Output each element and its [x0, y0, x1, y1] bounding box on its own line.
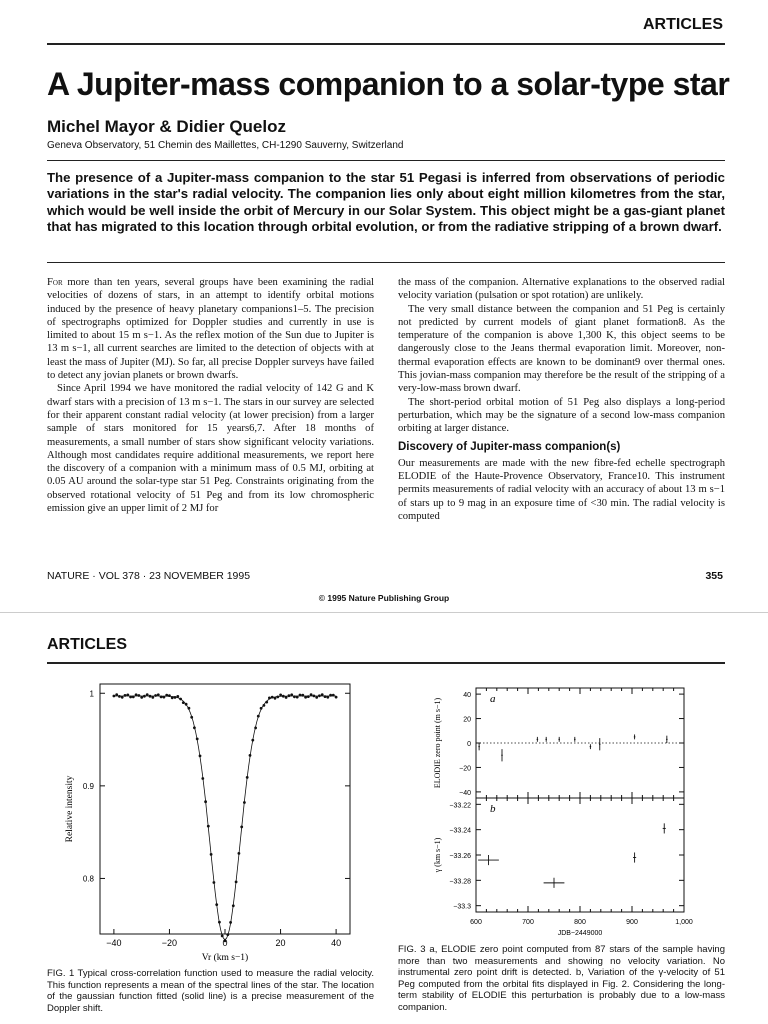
fig1-data-point — [179, 698, 182, 701]
paragraph: The short-period orbital motion of 51 Peg also displays a long-period perturbation, which may be the signature of a second low-mass companion orbiting at larger distance. — [398, 396, 725, 435]
fig1-data-point — [201, 777, 204, 780]
figure-1-chart — [40, 672, 380, 967]
header-rule — [47, 43, 725, 45]
fig1-data-point — [163, 696, 166, 699]
abstract: The presence of a Jupiter-mass companion to the star 51 Pegasi is inferred from observations of periodic variations in the star's radial velocity. The companion lies only about eight million kilometres from the star, which would be well inside the orbit of Mercury in our Solar System. This object might be a gas-giant planet that has migrated to this location through orbital evolution, or from the radiative stripping of a brown dwarf. — [47, 170, 725, 235]
fig1-data-point — [235, 881, 238, 884]
fig1-data-point — [271, 696, 274, 699]
fig1-y-tick-label: 1 — [89, 689, 94, 699]
fig1-data-point — [143, 695, 146, 698]
fig1-data-point — [124, 694, 127, 697]
fig1-data-point — [315, 696, 318, 699]
fig3b-frame — [476, 798, 684, 912]
fig1-data-point — [290, 693, 293, 696]
fig1-data-point — [246, 776, 249, 779]
fig1-data-point — [129, 696, 132, 699]
fig1-x-tick-label: −20 — [161, 938, 178, 948]
fig1-data-point — [207, 825, 210, 828]
fig1-data-point — [274, 697, 277, 700]
fig1-data-point — [249, 754, 252, 757]
fig3b-y-tick-label: −33.26 — [449, 853, 471, 860]
section-header: ARTICLES — [643, 16, 723, 33]
fig1-data-point — [243, 801, 246, 804]
fig1-data-point — [210, 853, 213, 856]
fig1-gaussian-fit — [114, 696, 336, 940]
fig1-data-point — [251, 739, 254, 742]
figure-1-caption: FIG. 1 Typical cross-correlation function used to measure the radial velocity. This function represents a mean of the spectral lines of the star. The location of the gaussian function fitted (solid line) is a precise measurement of the Doppler shift. — [47, 968, 374, 1014]
fig3b-y-tick-label: −33.28 — [449, 878, 471, 886]
fig1-data-point — [149, 695, 152, 698]
fig1-data-point — [160, 696, 163, 699]
fig3a-panel-label: a — [490, 693, 496, 705]
fig1-data-point — [157, 693, 160, 696]
fig1-data-point — [213, 881, 216, 884]
fig3-x-tick-label: 1,000 — [675, 919, 693, 926]
fig1-data-point — [257, 715, 260, 718]
fig1-data-point — [138, 694, 141, 697]
fig1-data-point — [196, 738, 199, 741]
journal-footer: NATURE · VOL 378 · 23 NOVEMBER 1995 — [47, 570, 251, 582]
fig1-data-point — [332, 694, 335, 697]
fig3-x-tick-label: 600 — [470, 919, 482, 926]
section-heading: Discovery of Jupiter-mass companion(s) — [398, 440, 621, 453]
fig1-data-point — [188, 707, 191, 710]
fig1-data-point — [296, 696, 299, 699]
fig1-data-point — [301, 694, 304, 697]
fig3a-y-tick-label: 20 — [463, 716, 471, 724]
copyright-notice: © 1995 Nature Publishing Group — [318, 593, 450, 603]
header-rule-page2 — [47, 662, 725, 664]
section-header-page2: ARTICLES — [47, 636, 127, 653]
fig1-data-point — [326, 696, 329, 699]
fig1-data-point — [182, 701, 185, 704]
fig1-x-tick-label: 20 — [275, 938, 286, 948]
fig1-data-point — [140, 696, 143, 699]
fig1-data-point — [240, 826, 243, 829]
fig1-data-point — [215, 903, 218, 906]
paragraph: the mass of the companion. Alternative explanations to the observed radial velocity variation (pulsation or spot rotation) are unlikely. — [398, 277, 725, 302]
fig3b-y-tick-label: −33.3 — [453, 903, 471, 911]
article-title: A Jupiter-mass companion to a solar-type star — [47, 66, 730, 102]
fig1-data-point — [304, 696, 307, 699]
body-column-left — [47, 276, 374, 515]
fig1-data-point — [268, 697, 271, 700]
body-column-right — [398, 276, 725, 523]
fig1-y-tick-label: 0.9 — [82, 781, 94, 791]
fig1-x-axis-label: Vr (km s−1) — [201, 953, 249, 963]
fig1-data-point — [260, 707, 263, 710]
fig1-data-point — [321, 693, 324, 696]
fig1-data-point — [254, 727, 257, 730]
fig1-x-tick-label: 40 — [331, 938, 342, 948]
fig3b-y-axis-label: γ (km s−1) — [433, 837, 442, 873]
fig3a-y-axis-label: ELODIE zero point (m s−1) — [433, 697, 442, 789]
fig1-frame — [100, 684, 350, 934]
fig1-data-point — [199, 755, 202, 758]
fig1-data-point — [318, 694, 321, 697]
paragraph: Our measurements are made with the new fibre-fed echelle spectrograph ELODIE of the Haute-Provence Observatory, France10. This instrument permits measurements of radial velocity with an accuracy of about 13 m s−1 of stars up to 9 mag in an exposure time of <30 min. The radial velocity is computed — [398, 457, 725, 523]
authors: Michel Mayor & Didier Queloz — [47, 117, 286, 136]
figure-3-chart — [420, 672, 730, 944]
fig1-data-point — [279, 694, 282, 697]
fig3a-y-tick-label: −40 — [459, 789, 471, 797]
page-number: 355 — [705, 570, 723, 582]
fig1-data-point — [226, 933, 229, 936]
fig1-data-point — [335, 696, 338, 699]
fig1-data-point — [113, 695, 116, 698]
fig1-data-point — [238, 852, 241, 855]
fig1-x-tick-label: −40 — [106, 938, 122, 948]
fig1-data-point — [165, 694, 168, 697]
fig3a-y-tick-label: −20 — [459, 765, 471, 773]
fig1-data-point — [185, 703, 188, 706]
fig1-data-point — [135, 693, 138, 696]
page-divider — [0, 612, 768, 613]
fig1-data-point — [263, 704, 266, 707]
fig1-data-point — [299, 694, 302, 697]
paragraph: Since April 1994 we have monitored the radial velocity of 142 G and K dwarf stars with a precision of 13 m s−1. The stars in our survey are selected for their apparent constant radial velocity (at lower precision) from a larger sample of stars monitored for 15 years6,7. After 18 months of measurements, a small number of stars show significant velocity variations. Although most candidates require additional measurements, we report here the discovery of a companion with a minimum mass of 0.5 MJ, orbiting at 0.05 AU around the solar-type star 51 Peg. Constraints originating from the observed rotational velocity of 51 Peg and from its low chromospheric emission give an upper limit of 2 MJ for — [47, 383, 374, 515]
fig1-data-point — [146, 693, 149, 696]
fig3a-frame — [476, 688, 684, 798]
fig1-data-point — [168, 694, 171, 697]
fig1-data-point — [126, 694, 129, 697]
fig1-data-point — [229, 921, 232, 924]
paragraph: The very small distance between the companion and 51 Peg is certainly not predicted by current models of giant planet formation8. As the temperature of the companion is above 1,300 K, this object seems to be dangerously close to the Jeans thermal evaporation limit. Moreover, non-thermal evaporation effects are known to be dominant9 over thermal ones. This jovian-mass companion may therefore be the result of the stripping of a very-low-mass brown dwarf. — [398, 303, 725, 395]
fig3-x-tick-label: 900 — [626, 919, 638, 926]
fig1-y-axis-label: Relative intensity — [65, 775, 75, 843]
fig1-y-tick-label: 0.8 — [82, 874, 94, 884]
fig1-data-point — [218, 921, 221, 924]
abstract-top-rule — [47, 160, 725, 161]
figure-3-caption: FIG. 3 a, ELODIE zero point computed from 87 stars of the sample having more than two measurements and showing no velocity variation. No instrumental zero point drift is detected. b, Variation of the γ-velocity of 51 Peg computed from the orbital fits displayed in Fig. 2. Considering the long-term stability of ELODIE this perturbation is probably due to a low-mass companion. — [398, 944, 725, 1013]
fig3-x-tick-label: 700 — [522, 919, 534, 926]
fig3b-y-tick-label: −33.22 — [449, 802, 471, 810]
fig1-data-point — [265, 701, 268, 704]
fig1-data-point — [204, 800, 207, 803]
fig1-data-point — [276, 696, 279, 699]
fig1-data-point — [115, 693, 118, 696]
abstract-bottom-rule — [47, 262, 725, 263]
fig1-data-point — [293, 695, 296, 698]
fig1-data-point — [282, 695, 285, 698]
fig3-x-tick-label: 800 — [574, 919, 586, 926]
fig1-data-point — [171, 696, 174, 699]
affiliation: Geneva Observatory, 51 Chemin des Maillettes, CH-1290 Sauverny, Switzerland — [47, 140, 404, 151]
fig1-data-point — [151, 696, 154, 699]
fig1-data-point — [154, 694, 157, 697]
fig1-data-point — [232, 904, 235, 907]
fig1-data-point — [285, 696, 288, 699]
fig1-data-point — [174, 696, 177, 699]
fig1-plot — [65, 684, 350, 963]
fig1-data-point — [190, 716, 193, 719]
fig1-data-point — [118, 695, 121, 698]
fig1-data-point — [313, 695, 316, 698]
paragraph-text: more than ten years, several groups have been examining the radial velocities of dozens of stars, in an attempt to identify orbital motions induced by the presence of heavy planetary companions1–5. The precision of spectrographs optimized for Doppler studies and currently in use is limited to about 15 m s−1. As the reflex motion of the Sun due to Jupiter is 13 m s−1, all current searches are limited to the detection of objects with at least the mass of Jupiter (MJ). So far, all precise Doppler surveys have failed to detect any jovian planets or brown dwarfs. — [47, 277, 374, 382]
fig3-x-axis-label: JDB−2449000 — [557, 930, 603, 937]
fig1-data-point — [176, 695, 179, 698]
fig1-data-point — [193, 726, 196, 729]
fig1-x-tick-label: 0 — [222, 938, 228, 948]
fig1-data-point — [132, 696, 135, 699]
fig1-data-point — [310, 693, 313, 696]
paragraph — [47, 276, 374, 382]
fig3-plot — [433, 688, 693, 937]
fig3a-y-tick-label: 0 — [467, 741, 471, 748]
fig1-data-point — [121, 696, 124, 699]
fig1-data-point — [307, 695, 310, 698]
fig1-data-point — [288, 694, 291, 697]
fig1-data-point — [324, 695, 327, 698]
fig3a-y-tick-label: 40 — [463, 692, 471, 700]
drop-lead: For — [47, 277, 63, 288]
fig3b-y-tick-label: −33.24 — [449, 827, 471, 835]
fig3b-panel-label: b — [490, 803, 496, 815]
fig1-data-point — [329, 694, 332, 697]
fig1-data-point — [221, 935, 224, 938]
